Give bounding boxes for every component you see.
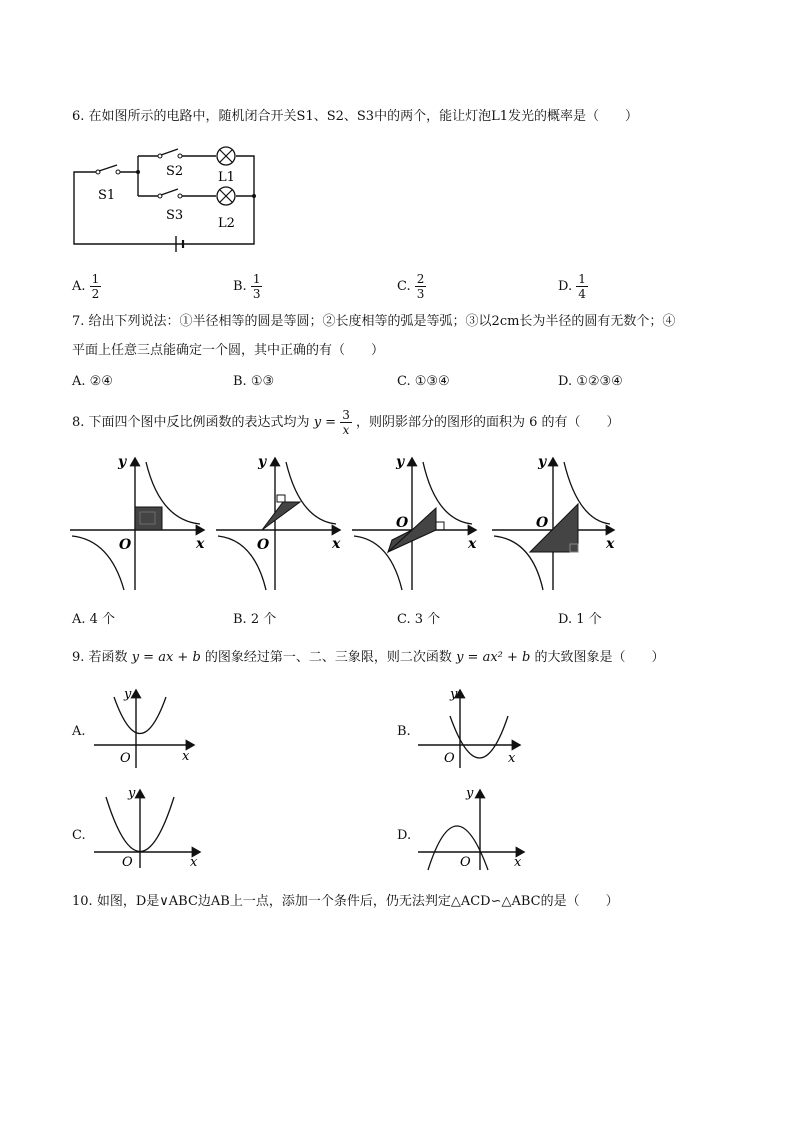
svg-text:O: O xyxy=(396,515,409,531)
question-7-line1: 给出下列说法：①半径相等的圆是等圆；②长度相等的弧是等弧；③以2cm长为半径的圆有无数个；④ xyxy=(88,314,676,329)
q9-option-b[interactable]: B. xyxy=(397,724,411,739)
question-6-number: 6. xyxy=(72,109,85,124)
q8-option-b[interactable]: B. 2 个 xyxy=(233,612,277,627)
q6-option-d[interactable]: D. $\frac{1}{4}$ xyxy=(558,272,586,301)
question-9: 9. 若函数 y = ax + b 的图象经过第一、二、三象限，则二次函数 y = ax² + b 的大致图象是（ ） xyxy=(72,650,665,665)
svg-text:y: y xyxy=(258,454,267,470)
q7-option-c[interactable]: C. ①③④ xyxy=(397,374,450,389)
q9-graph-d xyxy=(418,786,524,870)
q6-option-a[interactable]: A. $\frac{1}{2}$ xyxy=(72,272,100,301)
label-s2: S2 xyxy=(166,164,184,179)
q8-formula-fraction: $\frac{3}{x}$ xyxy=(342,408,350,437)
q9-graph-a xyxy=(94,687,194,768)
question-10 xyxy=(72,892,619,912)
q9-option-d[interactable]: D. xyxy=(397,828,412,843)
svg-text:x: x xyxy=(196,536,205,552)
svg-text:y: y xyxy=(124,687,132,702)
question-8-number: 8. xyxy=(72,415,85,430)
q6-option-b-fraction: $\frac{1}{3}$ xyxy=(252,272,261,301)
svg-text:x: x xyxy=(514,855,522,870)
q6-option-a-fraction: $\frac{1}{2}$ xyxy=(91,272,100,301)
q6-option-b[interactable]: B. $\frac{1}{3}$ xyxy=(233,272,261,301)
svg-text:y: y xyxy=(128,786,136,801)
svg-text:O: O xyxy=(120,751,131,766)
svg-text:y: y xyxy=(466,786,474,801)
q6-option-d-fraction: $\frac{1}{4}$ xyxy=(578,272,586,301)
svg-text:y: y xyxy=(396,454,405,470)
svg-text:O: O xyxy=(122,855,133,870)
q9-formula-2: y = ax² + b xyxy=(456,650,531,665)
svg-text:O: O xyxy=(536,515,549,531)
question-9-number: 9. xyxy=(72,650,85,665)
svg-text:x: x xyxy=(332,536,341,552)
q7-option-b[interactable]: B. ①③ xyxy=(233,374,275,389)
question-7-number: 7. xyxy=(72,314,85,329)
q7-option-d[interactable]: D. ①②③④ xyxy=(558,374,623,389)
q7-option-a[interactable]: A. ②④ xyxy=(72,374,113,389)
question-7-line2: 平面上任意三点能确定一个圆，其中正确的有（ ） xyxy=(72,343,385,358)
svg-text:y: y xyxy=(450,687,458,702)
q9-graph-b xyxy=(418,687,520,768)
svg-text:O: O xyxy=(460,855,471,870)
q9-option-a[interactable]: A. xyxy=(72,724,86,739)
svg-text:O: O xyxy=(119,537,132,553)
svg-text:x: x xyxy=(508,751,516,766)
label-l1: L1 xyxy=(218,170,235,185)
label-s3: S3 xyxy=(166,208,184,223)
svg-text:y: y xyxy=(118,454,127,470)
q8-option-d[interactable]: D. 1 个 xyxy=(558,612,602,627)
svg-text:x: x xyxy=(190,855,198,870)
svg-text:O: O xyxy=(257,537,270,553)
label-l2: L2 xyxy=(218,216,235,231)
label-s1: S1 xyxy=(98,188,116,203)
q9-graph-c xyxy=(94,786,200,870)
q8-option-c[interactable]: C. 3 个 xyxy=(397,612,441,627)
question-10-number: 10. xyxy=(72,894,93,909)
svg-text:O: O xyxy=(444,751,455,766)
q6-option-c[interactable]: C. $\frac{2}{3}$ xyxy=(397,272,425,301)
question-6-text: 在如图所示的电路中，随机闭合开关S1、S2、S3中的两个，能让灯泡L1发光的概率是（ ） xyxy=(88,109,638,124)
svg-text:x: x xyxy=(468,536,477,552)
question-10-text: 如图，D是∨ABC边AB上一点，添加一个条件后，仍无法判定△ACD∽△ABC的是（ ） xyxy=(96,894,619,909)
svg-text:x: x xyxy=(182,749,190,764)
q9-option-c[interactable]: C. xyxy=(72,828,86,843)
svg-text:x: x xyxy=(606,536,615,552)
q9-formula-1: y = ax + b xyxy=(131,650,201,665)
q6-option-c-fraction: $\frac{2}{3}$ xyxy=(416,272,425,301)
q8-formula-lhs: y = xyxy=(313,415,337,430)
svg-text:y: y xyxy=(538,454,547,470)
question-8: 8. 下面四个图中反比例函数的表达式均为 y = $\frac{3}{x}$ ，则阴影部分的图形的面积为 6 的有（ ） xyxy=(72,408,620,437)
q8-option-a[interactable]: A. 4 个 xyxy=(72,612,116,627)
